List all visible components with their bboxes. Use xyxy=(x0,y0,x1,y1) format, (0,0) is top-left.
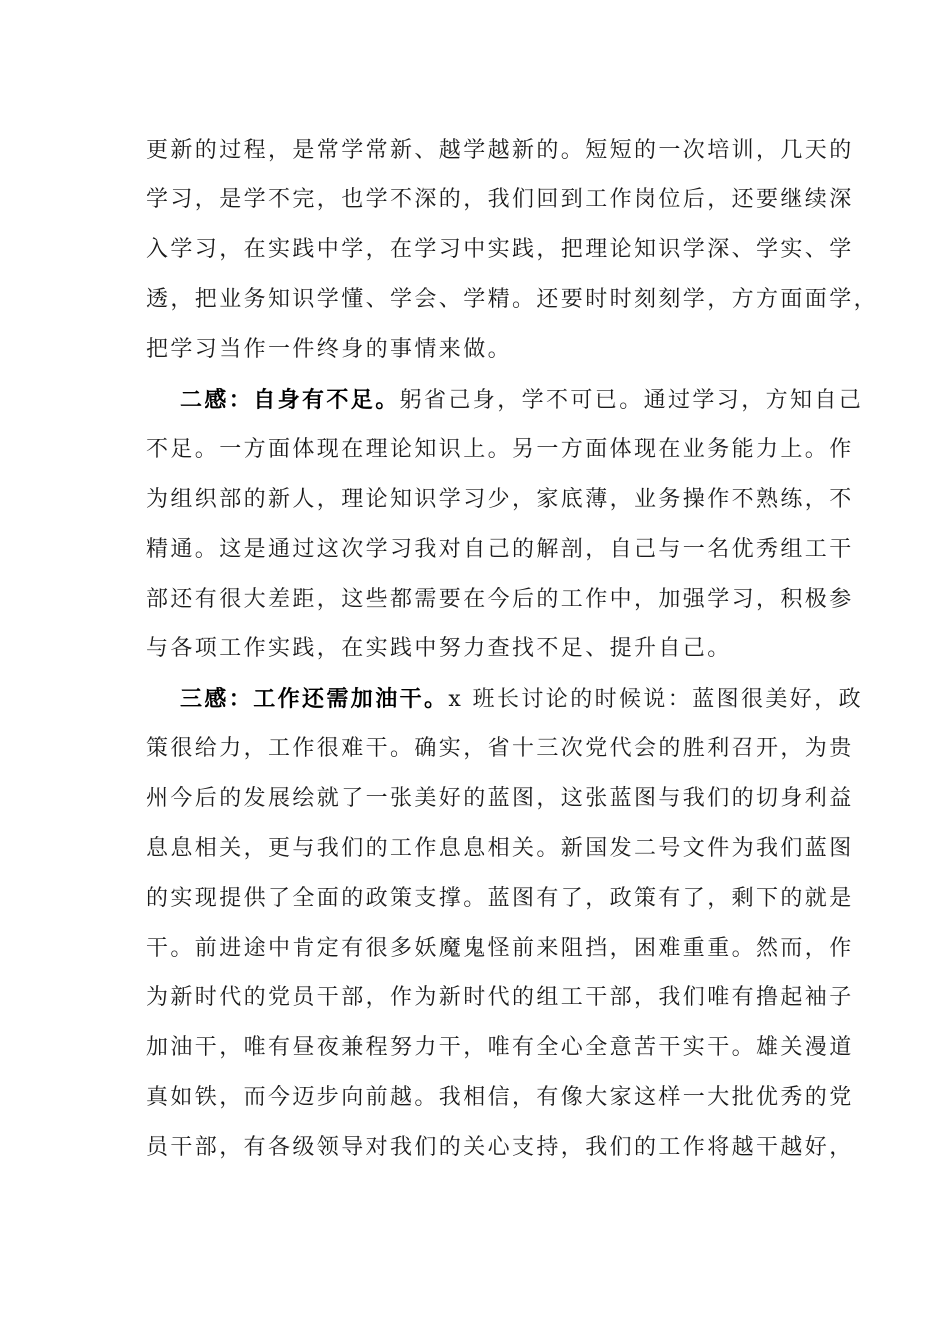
text-line: 入学习，在实践中学，在学习中实践，把理论知识学深、学实、学 xyxy=(146,237,854,262)
text-line: 州今后的发展绘就了一张美好的蓝图，这张蓝图与我们的切身利益 xyxy=(146,786,854,811)
text-line: 的实现提供了全面的政策支撑。蓝图有了，政策有了，剩下的就是 xyxy=(146,886,854,911)
text-line: 加油干，唯有昼夜兼程努力干，唯有全心全意苦干实干。雄关漫道 xyxy=(146,1035,854,1060)
text-span: 躬省己身，学不可已。通过学习，方知自己 xyxy=(399,388,864,413)
section-heading: 三感：工作还需加油干。 xyxy=(180,686,449,712)
text-line: 员干部，有各级领导对我们的关心支持，我们的工作将越干越好， xyxy=(146,1135,854,1160)
text-line: 把学习当作一件终身的事情来做。 xyxy=(146,337,513,362)
text-line: 干。前进途中肯定有很多妖魔鬼怪前来阻挡，困难重重。然而，作 xyxy=(146,936,854,961)
text-line: 真如铁，而今迈步向前越。我相信，有像大家这样一大批优秀的党 xyxy=(146,1085,854,1110)
text-line: 为组织部的新人，理论知识学习少，家底薄，业务操作不熟练，不 xyxy=(146,487,854,512)
paragraph-first-line xyxy=(180,684,863,715)
text-line: 透，把业务知识学懂、学会、学精。还要时时刻刻学，方方面面学， xyxy=(146,287,879,312)
text-line: 策很给力，工作很难干。确实，省十三次党代会的胜利召开，为贵 xyxy=(146,736,854,761)
text-line: 与各项工作实践，在实践中努力查找不足、提升自己。 xyxy=(146,636,732,661)
text-line: 息息相关，更与我们的工作息息相关。新国发二号文件为我们蓝图 xyxy=(146,836,854,861)
text-line: 更新的过程，是常学常新、越学越新的。短短的一次培训，几天的 xyxy=(146,138,854,163)
text-line: 学习，是学不完，也学不深的，我们回到工作岗位后，还要继续深 xyxy=(146,187,854,212)
text-line: 精通。这是通过这次学习我对自己的解剖，自己与一名优秀组工干 xyxy=(146,537,854,562)
text-line: 不足。一方面体现在理论知识上。另一方面体现在业务能力上。作 xyxy=(146,437,854,462)
text-span: x 班长讨论的时候说：蓝图很美好，政 xyxy=(448,687,864,712)
text-line: 部还有很大差距，这些都需要在今后的工作中，加强学习，积极参 xyxy=(146,587,854,612)
paragraph-first-line xyxy=(180,385,863,416)
text-line: 为新时代的党员干部，作为新时代的组工干部，我们唯有撸起袖子 xyxy=(146,985,854,1010)
section-heading: 二感：自身有不足。 xyxy=(180,387,400,413)
